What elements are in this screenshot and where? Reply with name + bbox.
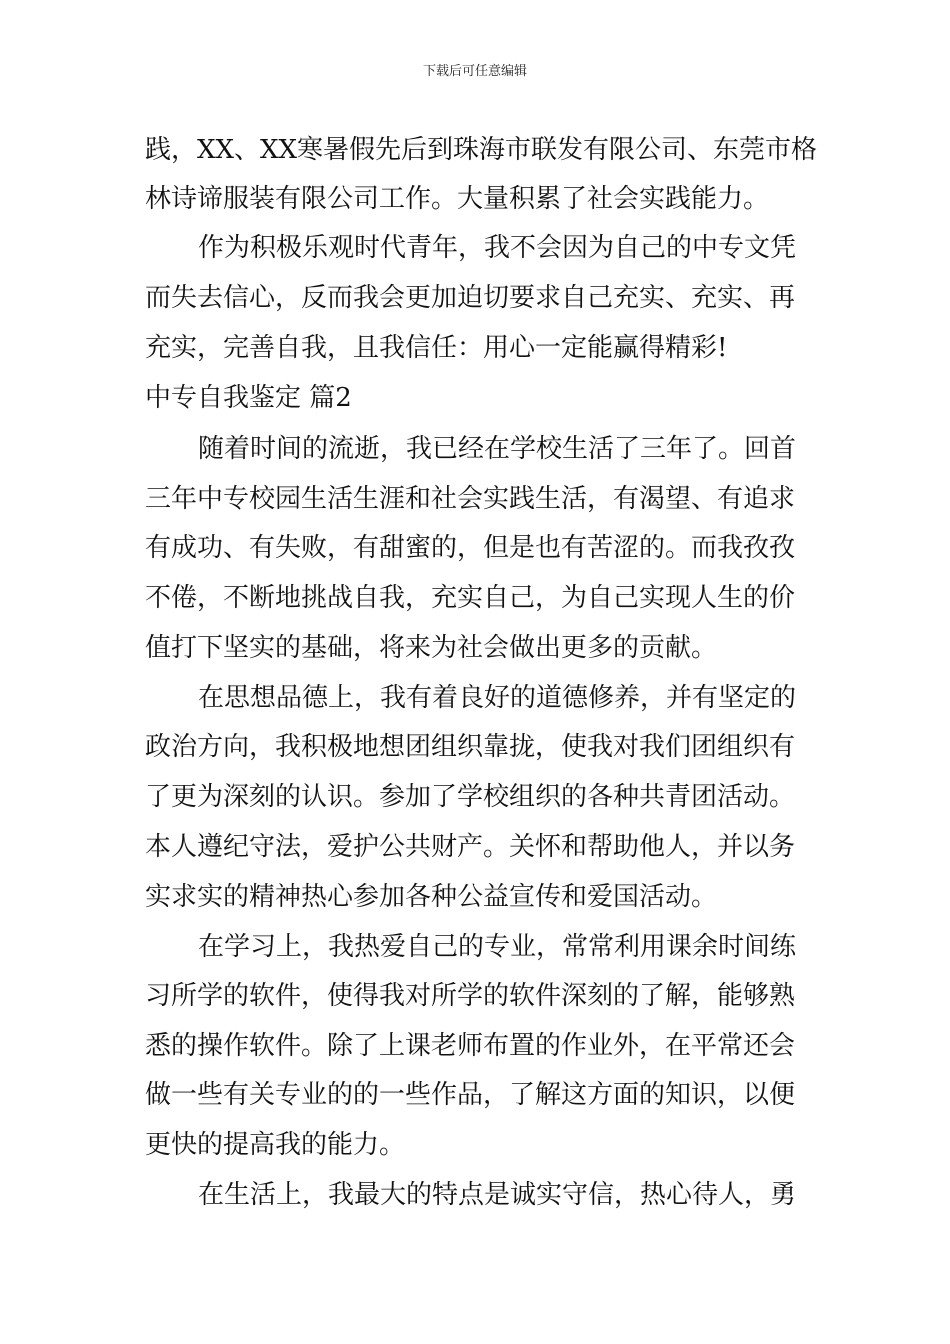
- text-line: 习所学的软件，使得我对所学的软件深刻的了解，能够熟: [145, 981, 796, 1011]
- text-line: 更快的提高我的能力。: [145, 1130, 406, 1160]
- text-line: 政治方向，我积极地想团组织靠拢，使我对我们团组织有: [145, 732, 796, 762]
- text-line: 有成功、有失败，有甜蜜的，但是也有苦涩的。而我孜孜: [145, 533, 796, 563]
- text-line: 值打下坚实的基础，将来为社会做出更多的贡献。: [145, 633, 718, 663]
- paragraph-first-line: 在学习上，我热爱自己的专业，常常利用课余时间练: [198, 932, 797, 962]
- paragraph-first-line: 作为积极乐观时代青年，我不会因为自己的中专文凭: [198, 233, 797, 263]
- text-line: 悉的操作软件。除了上课老师布置的作业外，在平常还会: [145, 1031, 796, 1061]
- text-line: 践，XX、XX寒暑假先后到珠海市联发有限公司、东莞市格: [145, 135, 818, 165]
- text-line: 本人遵纪守法，爱护公共财产。关怀和帮助他人，并以务: [145, 832, 796, 862]
- paragraph-first-line: 在思想品德上，我有着良好的道德修养，并有坚定的: [198, 683, 797, 713]
- section-heading: 中专自我鉴定 篇2: [145, 383, 352, 413]
- text-line: 充实，完善自我，且我信任：用心一定能赢得精彩!: [145, 333, 728, 363]
- page-header: 下载后可任意编辑: [422, 64, 527, 79]
- text-line: 做一些有关专业的的一些作品，了解这方面的知识，以便: [145, 1080, 796, 1110]
- text-line: 林诗谛服装有限公司工作。大量积累了社会实践能力。: [145, 184, 770, 214]
- text-line: 实求实的精神热心参加各种公益宣传和爱国活动。: [145, 882, 718, 912]
- text-line: 了更为深刻的认识。参加了学校组织的各种共青团活动。: [145, 782, 796, 812]
- text-line: 不倦，不断地挑战自我，充实自己，为自己实现人生的价: [145, 583, 796, 613]
- text-line: 而失去信心，反而我会更加迫切要求自己充实、充实、再: [145, 283, 796, 313]
- text-line: 三年中专校园生活生涯和社会实践生活，有渴望、有追求: [145, 484, 796, 514]
- paragraph-first-line: 随着时间的流逝，我已经在学校生活了三年了。回首: [198, 434, 797, 464]
- paragraph-first-line: 在生活上，我最大的特点是诚实守信，热心待人，勇: [198, 1180, 797, 1210]
